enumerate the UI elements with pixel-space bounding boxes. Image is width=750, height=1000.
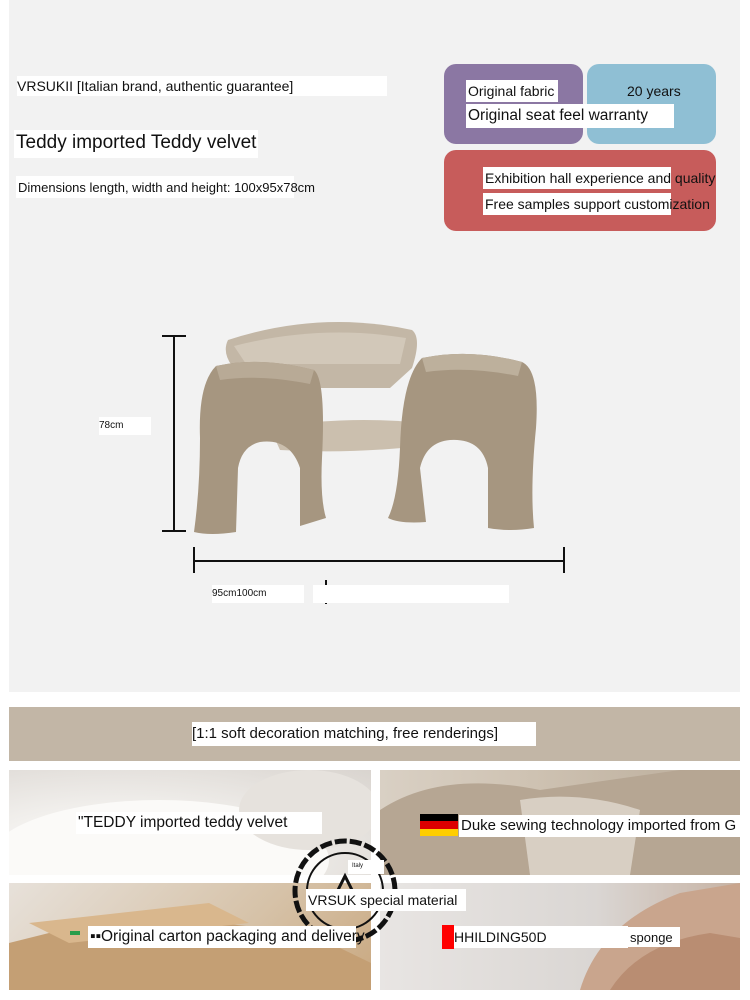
exhibition-hall-badge (444, 150, 716, 231)
armchair-illustration (150, 318, 580, 608)
sewing-technology-label: Duke sewing technology imported from G (459, 815, 741, 837)
exhibition-hall-label: Exhibition hall experience and quality (483, 167, 671, 189)
sponge-label: sponge (628, 927, 680, 947)
germany-flag-icon (420, 814, 458, 836)
dimensions-text: Dimensions length, width and height: 100x95x78cm (16, 176, 294, 198)
width-label-mask (313, 585, 509, 603)
height-label: 78cm (99, 417, 151, 435)
teddy-velvet-label: "TEDDY imported teddy velvet (76, 812, 322, 834)
seat-warranty-label: Original seat feel warranty (466, 104, 674, 128)
width-label: 95cm100cm (212, 585, 304, 603)
original-fabric-label: Original fabric (466, 80, 558, 102)
special-material-label: VRSUK special material (306, 889, 466, 911)
carton-packaging-label: ▪▪Original carton packaging and delivery (88, 926, 356, 948)
italy-label: Italy (348, 860, 384, 874)
warranty-years-label: 20 years (627, 83, 681, 99)
product-title: Teddy imported Teddy velvet (14, 130, 258, 158)
brand-tagline: VRSUKII [Italian brand, authentic guarantee] (17, 76, 387, 96)
soft-decoration-text: [1:1 soft decoration matching, free renderings] (192, 722, 536, 746)
free-samples-label: Free samples support customization (483, 193, 671, 215)
red-marker-icon (442, 925, 454, 949)
hilding-label: HHILDING50D (454, 926, 628, 948)
